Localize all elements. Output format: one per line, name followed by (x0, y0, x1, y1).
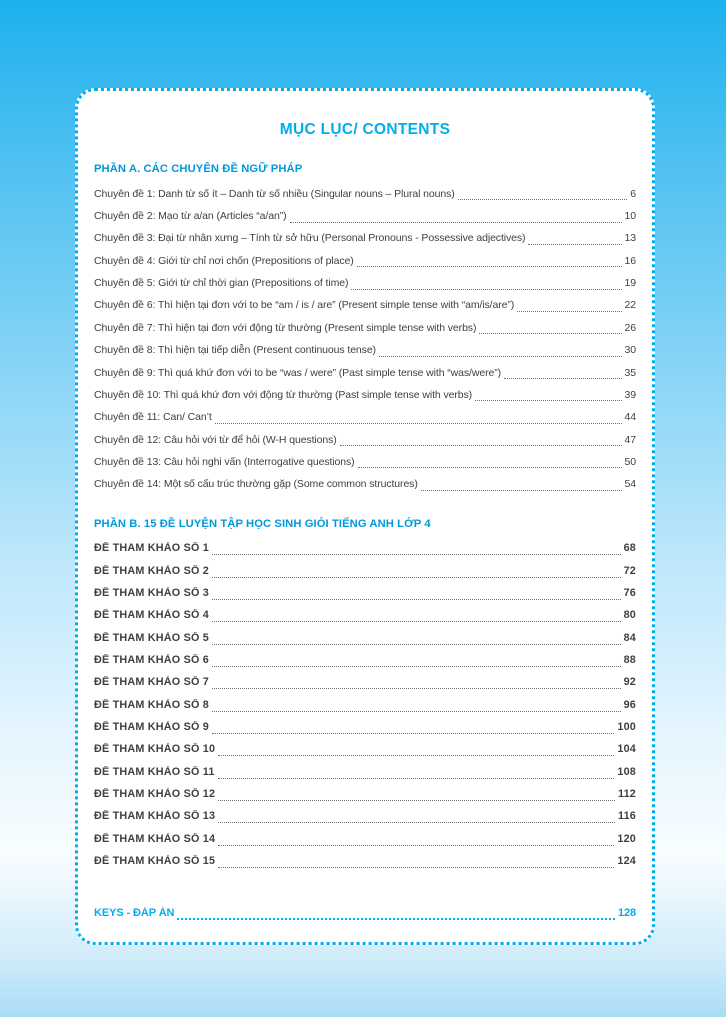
entry-page-number: 96 (623, 698, 636, 711)
toc-entry (94, 250, 636, 272)
keys-page-number: 128 (617, 907, 636, 920)
section-header: PHẦN B. 15 ĐỀ LUYỆN TẬP HỌC SINH GIỎI TIẾNG ANH LỚP 4 (94, 517, 431, 530)
entry-page-number: 19 (624, 277, 636, 290)
entry-page-number: 72 (623, 564, 636, 577)
entry-label: Chuyên đề 7: Thì hiện tại đơn với động từ thường (Present simple tense with verbs) (94, 321, 477, 334)
entry-page-number: 100 (617, 720, 636, 733)
keys-entry (94, 903, 636, 925)
dotted-leader (340, 445, 622, 446)
entry-page-number: 104 (617, 743, 636, 756)
toc-section (94, 518, 636, 873)
dotted-leader (357, 266, 622, 267)
dotted-leader (458, 199, 628, 200)
entry-label: Chuyên đề 12: Câu hỏi với từ để hỏi (W-H questions) (94, 433, 337, 446)
dotted-leader (475, 400, 622, 401)
dotted-leader (218, 800, 615, 801)
entry-label: ĐỀ THAM KHẢO SỐ 2 (94, 564, 209, 577)
toc-entry (94, 583, 636, 605)
toc-section (94, 163, 636, 496)
entry-page-number: 116 (617, 810, 636, 823)
entry-label: ĐỀ THAM KHẢO SỐ 8 (94, 698, 209, 711)
entry-label: Chuyên đề 5: Giới từ chỉ thời gian (Prepositions of time) (94, 277, 349, 290)
entry-label: ĐỀ THAM KHẢO SỐ 7 (94, 676, 209, 689)
entry-page-number: 50 (624, 455, 636, 468)
toc-entry (94, 317, 636, 339)
entry-page-number: 84 (623, 631, 636, 644)
entry-label: ĐỀ THAM KHẢO SỐ 13 (94, 810, 216, 823)
entry-page-number: 80 (623, 609, 636, 622)
dotted-leader (504, 378, 622, 379)
entry-page-number: 88 (623, 653, 636, 666)
dotted-leader (212, 599, 621, 600)
section-list (94, 183, 636, 496)
dotted-leader (212, 644, 621, 645)
entry-label: ĐỀ THAM KHẢO SỐ 12 (94, 787, 216, 800)
toc-entry (94, 560, 636, 582)
entry-page-number: 35 (624, 366, 636, 379)
keys-label: KEYS - ĐÁP ÁN (94, 907, 175, 920)
toc-entry (94, 694, 636, 716)
entry-label: Chuyên đề 8: Thì hiện tại tiếp diễn (Present continuous tense) (94, 344, 376, 357)
entry-label: ĐỀ THAM KHẢO SỐ 11 (94, 765, 215, 778)
entry-page-number: 124 (617, 855, 636, 868)
dotted-leader (351, 289, 621, 290)
toc-entry (94, 228, 636, 250)
entry-label: Chuyên đề 6: Thì hiện tại đơn với to be “am / is / are” (Present simple tense with “am/is/are”) (94, 299, 515, 312)
dotted-leader (212, 621, 621, 622)
toc-entry (94, 717, 636, 739)
dotted-leader (218, 867, 614, 868)
entry-page-number: 13 (624, 232, 636, 245)
toc-entry (94, 429, 636, 451)
entry-page-number: 47 (624, 433, 636, 446)
dotted-leader (517, 311, 621, 312)
toc-entry (94, 627, 636, 649)
dotted-leader (218, 845, 614, 846)
entry-page-number: 120 (617, 832, 636, 845)
dotted-leader (215, 423, 622, 424)
entry-page-number: 108 (617, 765, 636, 778)
toc-entry (94, 406, 636, 428)
dotted-leader (479, 333, 621, 334)
dotted-leader (212, 733, 614, 734)
toc-entry (94, 538, 636, 560)
dotted-leader (212, 688, 621, 689)
toc-entry (94, 272, 636, 294)
toc-entry (94, 761, 636, 783)
entry-label: ĐỀ THAM KHẢO SỐ 14 (94, 832, 216, 845)
entry-label: ĐỀ THAM KHẢO SỐ 3 (94, 586, 209, 599)
contents-card (75, 88, 655, 945)
entry-page-number: 30 (624, 344, 636, 357)
toc-entry (94, 339, 636, 361)
toc-entry (94, 828, 636, 850)
toc-entry (94, 605, 636, 627)
dotted-leader (358, 467, 622, 468)
page-title: MỤC LỤC/ CONTENTS (279, 121, 451, 138)
entry-label: Chuyên đề 13: Câu hỏi nghi vấn (Interrogative questions) (94, 455, 355, 468)
entry-label: Chuyên đề 3: Đại từ nhân xưng – Tính từ sở hữu (Personal Pronouns - Possessive adjectives) (94, 232, 526, 245)
entry-page-number: 76 (623, 586, 636, 599)
entry-page-number: 39 (624, 388, 636, 401)
entry-label: Chuyên đề 9: Thì quá khứ đơn với to be “was / were” (Past simple tense with “was/were”) (94, 366, 501, 379)
entry-label: Chuyên đề 1: Danh từ số ít – Danh từ số nhiều (Singular nouns – Plural nouns) (94, 187, 455, 200)
entry-label: ĐỀ THAM KHẢO SỐ 5 (94, 631, 209, 644)
dotted-leader (212, 577, 621, 578)
dotted-leader (218, 755, 614, 756)
toc-entry (94, 205, 636, 227)
section-list (94, 538, 636, 873)
toc-entry (94, 451, 636, 473)
toc-entry (94, 650, 636, 672)
toc-entry (94, 672, 636, 694)
toc-entry (94, 295, 636, 317)
entry-page-number: 112 (617, 787, 636, 800)
entry-label: ĐỀ THAM KHẢO SỐ 10 (94, 743, 216, 756)
entry-label: Chuyên đề 4: Giới từ chỉ nơi chốn (Prepositions of place) (94, 254, 354, 267)
dotted-leader (212, 554, 621, 555)
entry-label: Chuyên đề 14: Một số cấu trúc thường gặp (Some common structures) (94, 478, 418, 491)
entry-label: Chuyên đề 2: Mạo từ a/an (Articles “a/an”) (94, 210, 287, 223)
dotted-leader (528, 244, 621, 245)
toc-entry (94, 739, 636, 761)
toc-entry (94, 806, 636, 828)
toc-entry (94, 784, 636, 806)
toc-entry (94, 851, 636, 873)
entry-label: ĐỀ THAM KHẢO SỐ 6 (94, 653, 209, 666)
dotted-leader (212, 666, 621, 667)
dotted-leader (177, 918, 615, 920)
entry-page-number: 10 (624, 210, 636, 223)
entry-page-number: 54 (624, 478, 636, 491)
toc-sections (94, 163, 636, 873)
entry-label: ĐỀ THAM KHẢO SỐ 1 (94, 542, 209, 555)
dotted-leader (218, 778, 615, 779)
toc-entry (94, 183, 636, 205)
dotted-leader (218, 822, 615, 823)
toc-entry (94, 384, 636, 406)
dotted-leader (290, 222, 622, 223)
entry-label: Chuyên đề 10: Thì quá khứ đơn với động từ thường (Past simple tense with verbs) (94, 388, 473, 401)
entry-page-number: 44 (624, 411, 636, 424)
entry-label: ĐỀ THAM KHẢO SỐ 4 (94, 609, 209, 622)
section-header: PHẦN A. CÁC CHUYÊN ĐỀ NGỮ PHÁP (94, 163, 303, 175)
entry-label: ĐỀ THAM KHẢO SỐ 15 (94, 855, 216, 868)
entry-page-number: 6 (630, 187, 636, 200)
toc-entry (94, 362, 636, 384)
dotted-leader (379, 356, 622, 357)
dotted-leader (421, 490, 622, 491)
entry-page-number: 26 (624, 321, 636, 334)
dotted-leader (212, 711, 621, 712)
entry-page-number: 16 (624, 254, 636, 267)
entry-page-number: 92 (623, 676, 636, 689)
entry-page-number: 22 (624, 299, 636, 312)
entry-page-number: 68 (623, 542, 636, 555)
entry-label: Chuyên đề 11: Can/ Can’t (94, 411, 212, 424)
toc-entry (94, 473, 636, 495)
entry-label: ĐỀ THAM KHẢO SỐ 9 (94, 720, 209, 733)
